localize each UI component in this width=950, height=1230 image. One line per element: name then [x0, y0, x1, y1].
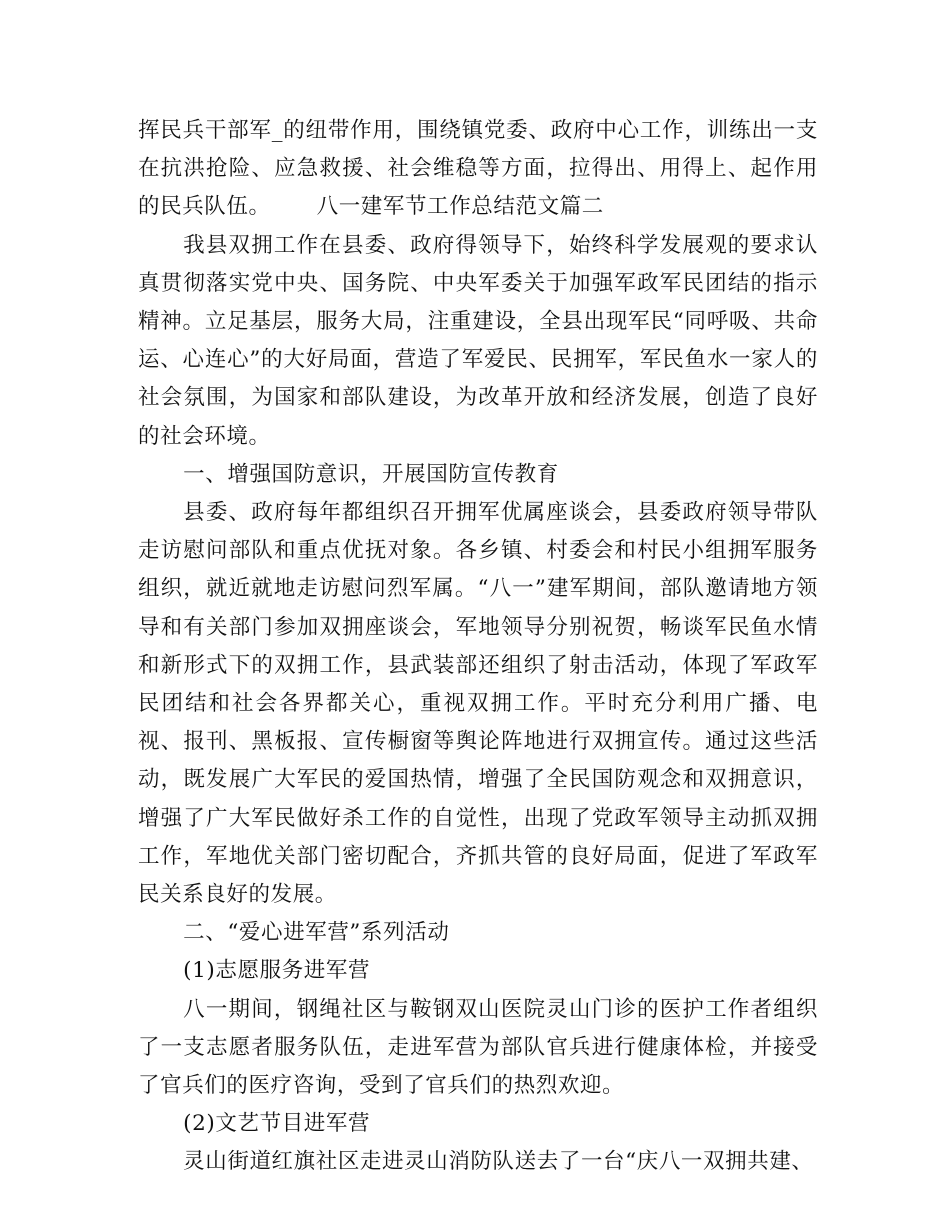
heading-section-2: 二、“爱心进军营”系列活动: [183, 920, 450, 946]
paragraph-intro-text: 挥民兵干部军_的纽带作用，围绕镇党委、政府中心工作，训练出一支在抗洪抢险、应急救援、社会维稳等方面，拉得出、用得上、起作用的民兵队伍。: [138, 118, 818, 220]
heading-subsection-1: (1)志愿服务进军营: [183, 958, 371, 984]
document-page: [138, 112, 818, 1182]
paragraph-section-1: 县委、政府每年都组织召开拥军优属座谈会，县委政府领导带队走访慰问部队和重点优抚对象。各乡镇、村委会和村民小组拥军服务组织，就近就地走访慰问烈军属。“八一”建军期间，部队邀请地方领导和有关部门参加双拥座谈会，军地领导分别祝贺，畅谈军民鱼水情和新形式下的双拥工作，县武装部还组织了射击活动，体现了军政军民团结和社会各界都关心，重视双拥工作。平时充分利用广播、电视、报刊、黑板报、宣传橱窗等舆论阵地进行双拥宣传。通过这些活动，既发展广大军民的爱国热情，增强了全民国防观念和双拥意识，增强了广大军民做好杀工作的自觉性，出现了党政军领导主动抓双拥工作，军地优关部门密切配合，齐抓共管的良好局面，促进了军政军民关系良好的发展。: [138, 500, 818, 908]
paragraph-subsection-2: 灵山街道红旗社区走进灵山消防队送去了一台“庆八一双拥共建、: [183, 1149, 814, 1175]
paragraph-subsection-1: 八一期间，钢绳社区与鞍钢双山医院灵山门诊的医护工作者组织了一支志愿者服务队伍，走进军营为部队官兵进行健康体检，并接受了官兵们的医疗咨询，受到了官兵们的热烈欢迎。: [138, 996, 818, 1099]
heading-section-1: 一、增强国防意识，开展国防宣传教育: [183, 461, 559, 487]
paragraph-overview: 我县双拥工作在县委、政府得领导下，始终科学发展观的要求认真贯彻落实党中央、国务院、中央军委关于加强军政军民团结的指示精神。立足基层，服务大局，注重建设，全县出现军民“同呼吸、共命运、心连心”的大好局面，营造了军爱民、民拥军，军民鱼水一家人的社会氛围，为国家和部队建设，为改革开放和经济发展，创造了良好的社会环境。: [138, 232, 818, 449]
paragraph-intro: [138, 112, 818, 227]
section-heading-inline: 八一建军节工作总结范文篇二: [316, 194, 604, 220]
heading-subsection-2: (2)文艺节目进军营: [183, 1111, 371, 1137]
